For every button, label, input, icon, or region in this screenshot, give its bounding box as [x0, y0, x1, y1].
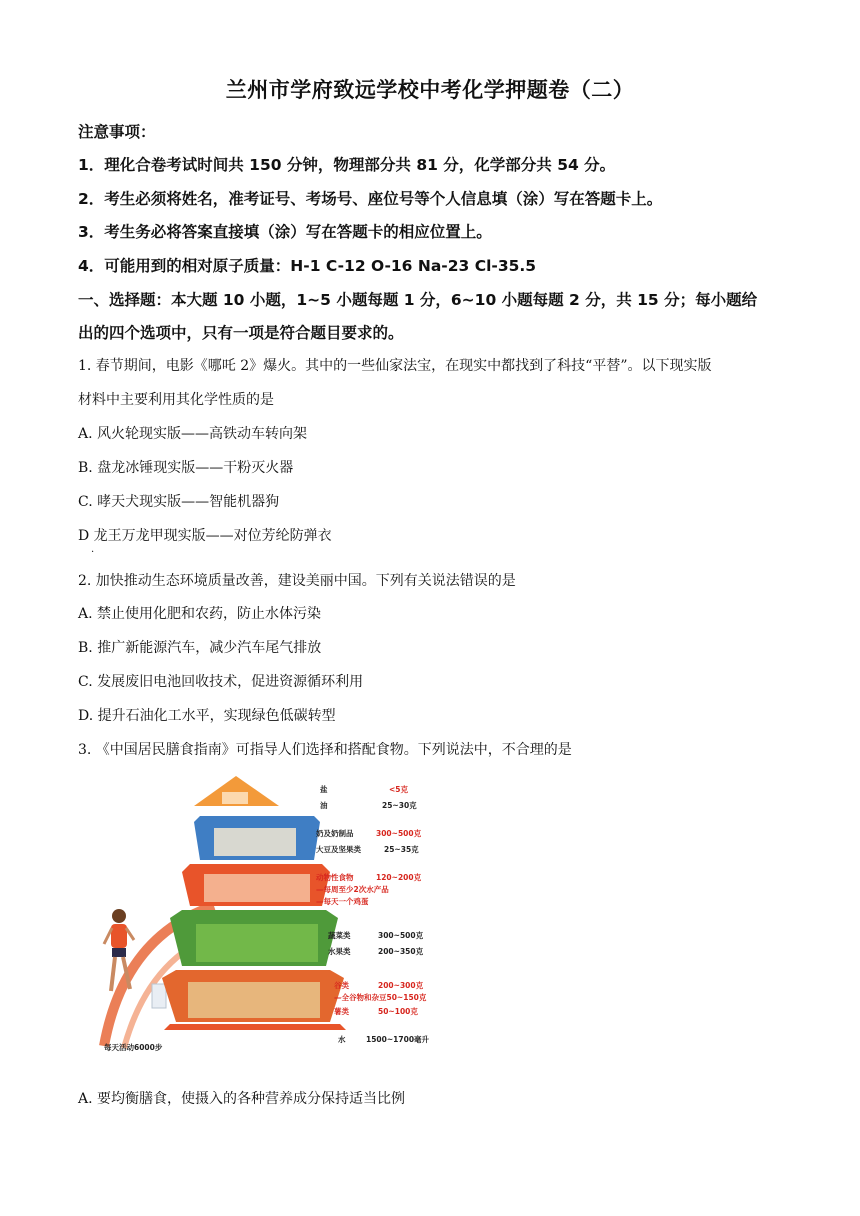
- notes-heading: 注意事项：: [78, 123, 156, 141]
- runner-icon: [104, 909, 134, 991]
- q2-option-a: A. 禁止使用化肥和农药，防止水体污染: [78, 606, 322, 622]
- amount-soy-nuts: 25~35克: [384, 845, 419, 854]
- q2-option-c: C. 发展废旧电池回收技术，促进资源循环利用: [78, 674, 364, 690]
- label-water: 水: [338, 1035, 346, 1044]
- label-dairy: 奶及奶制品: [316, 829, 354, 838]
- amount-dairy: 300~500克: [376, 829, 422, 838]
- label-salt: 盐: [320, 785, 328, 794]
- note-seafood: —每周至少2次水产品: [316, 885, 389, 894]
- q3-option-a: A. 要均衡膳食，使摄入的各种营养成分保持适当比例: [78, 1091, 406, 1107]
- q1-option-b: B. 盘龙冰锤现实版——干粉灭火器: [78, 460, 294, 476]
- q1-option-a: A. 风火轮现实版——高铁动车转向架: [78, 426, 308, 442]
- label-fruit: 水果类: [328, 947, 351, 956]
- amount-fruit: 200~350克: [378, 947, 424, 956]
- note-item-1: 1．理化合卷考试时间共 150 分钟，物理部分共 81 分，化学部分共 54 分。: [78, 156, 616, 174]
- q2-option-b: B. 推广新能源汽车，减少汽车尾气排放: [78, 640, 322, 656]
- note-egg: —每天一个鸡蛋: [316, 897, 369, 906]
- label-tubers: 薯类: [334, 1007, 349, 1016]
- amount-grains: 200~300克: [378, 981, 424, 990]
- label-vegetables: 蔬菜类: [328, 931, 351, 940]
- label-animal-food: 动物性食物: [316, 873, 354, 882]
- amount-tubers: 50~100克: [378, 1007, 418, 1016]
- amount-animal-food: 120~200克: [376, 873, 422, 882]
- q2-stem: 2. 加快推动生态环境质量改善，建设美丽中国。下列有关说法错误的是: [78, 573, 516, 589]
- page-title: 兰州市学府致远学校中考化学押题卷（二）: [225, 78, 635, 102]
- amount-water: 1500~1700毫升: [366, 1035, 430, 1044]
- note-item-3: 3．考生务必将答案直接填（涂）写在答题卡的相应位置上。: [78, 223, 492, 241]
- q2-option-d: D. 提升石油化工水平，实现绿色低碳转型: [78, 708, 336, 724]
- note-item-4: 4．可能用到的相对原子质量：H-1 C-12 O-16 Na-23 Cl-35.5: [78, 257, 537, 275]
- section-heading-line1: 一、选择题：本大题 10 小题，1~5 小题每题 1 分，6~10 小题每题 2 分，共 15 分；每小题给: [78, 291, 758, 309]
- label-grains: 谷类: [334, 981, 349, 990]
- q1-option-d: D 龙王万龙甲现实版——对位芳纶防弹衣: [78, 528, 332, 544]
- section-heading-line2: 出的四个选项中，只有一项是符合题目要求的。: [78, 324, 404, 342]
- diet-pyramid-figure: [94, 776, 444, 1056]
- water-glass-icon: [152, 984, 166, 1008]
- q3-stem: 3. 《中国居民膳食指南》可指导人们选择和搭配食物。下列说法中，不合理的是: [78, 742, 572, 758]
- q1-option-c: C. 哮天犬现实版——智能机器狗: [78, 494, 280, 510]
- label-soy-nuts: 大豆及坚果类: [316, 845, 361, 854]
- q1-option-d-dot: .: [91, 544, 95, 555]
- pyramid-base: [164, 1024, 346, 1030]
- q1-stem-line2: 材料中主要利用其化学性质的是: [78, 392, 274, 408]
- amount-vegetables: 300~500克: [378, 931, 424, 940]
- note-whole-grains: —全谷物和杂豆50~150克: [334, 993, 427, 1002]
- q1-stem-line1: 1. 春节期间，电影《哪吒 2》爆火。其中的一些仙家法宝，在现实中都找到了科技“平替”。以下现实版: [78, 358, 712, 374]
- amount-salt: <5克: [389, 785, 409, 794]
- activity-label: 每天活动6000步: [104, 1043, 163, 1052]
- note-item-2: 2．考生必须将姓名，准考证号、考场号、座位号等个人信息填（涂）写在答题卡上。: [78, 190, 663, 208]
- label-oil: 油: [320, 801, 328, 810]
- amount-oil: 25~30克: [382, 801, 417, 810]
